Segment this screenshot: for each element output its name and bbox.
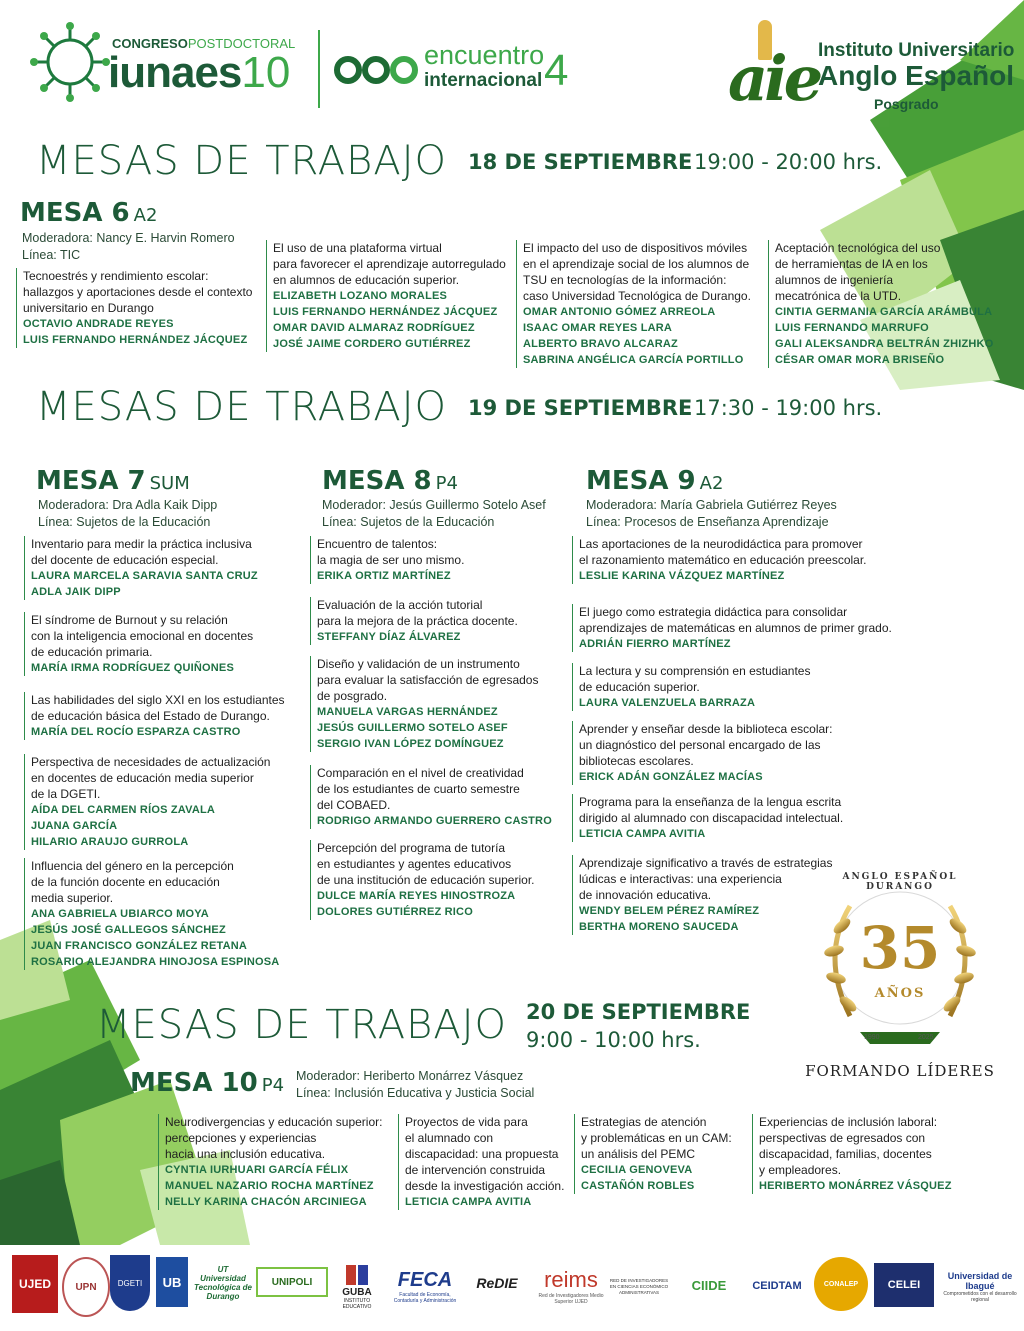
paper-author: LESLIE KARINA VÁZQUEZ MARTÍNEZ [579,570,785,582]
institute-name-line2: Anglo Español [818,60,1014,91]
mesa-8-item-3 [310,656,567,752]
logo-ciide: CIIDE [691,1277,727,1293]
day1-time: 19:00 - 20:00 hrs. [694,150,883,174]
day3-title: MESAS DE TRABAJO [96,1002,507,1048]
mesa-10-item-4 [752,1114,979,1194]
book-icon [344,1263,370,1287]
paper-author: OMAR ANTONIO GÓMEZ ARREOLA [523,306,716,318]
mesa-6-item-3 [516,240,763,368]
mesa-9-room: A2 [699,473,724,494]
mesa-9-label: MESA 9 [586,466,696,496]
paper-title: Comparación en el nivel de creatividad de los estudiantes de cuarto semestre del COBAED. [317,766,524,812]
day1-title: MESAS DE TRABAJO [36,138,447,184]
paper-author: LETICIA CAMPA AVITIA [405,1196,532,1208]
paper-title: El uso de una plataforma virtual para favorecer el aprendizaje autorregulado en alumnos de educación superior. [273,241,506,287]
paper-author: WENDY BELEM PÉREZ RAMÍREZ [579,905,760,917]
paper-author: DOLORES GUTIÉRREZ RICO [317,906,473,918]
logo-upn: UPN [62,1257,110,1317]
logo-ub: UB [156,1257,188,1307]
paper-author: BERTHA MORENO SAUCEDA [579,921,739,933]
paper-author: MANUEL NAZARIO ROCHA MARTÍNEZ [165,1180,374,1192]
paper-author: HILARIO ARAUJO GURROLA [31,836,189,848]
paper-author: JOSÉ JAIME CORDERO GUTIÉRREZ [273,338,471,350]
paper-title: Tecnoestrés y rendimiento escolar: hallazgos y aportaciones desde el contexto universitario en Durango [23,269,253,315]
paper-author: CECILIA GENOVEVA [581,1164,693,1176]
footer-logos [0,1245,1024,1331]
paper-author: ADLA JAIK DIPP [31,586,121,598]
logo-ut-durango: UT Universidad Tecnológica de Durango [194,1265,252,1301]
paper-author: JUAN FRANCISCO GONZÁLEZ RETANA [31,940,248,952]
day2-title: MESAS DE TRABAJO [36,384,447,430]
paper-author: DULCE MARÍA REYES HINOSTROZA [317,890,516,902]
paper-title: Aprender y enseñar desde la biblioteca escolar: un diagnóstico del personal encargado de las bibliotecas escolares. [579,722,833,768]
paper-author: LAURA VALENZUELA BARRAZA [579,697,756,709]
logo-redie: ReDIE [476,1275,518,1291]
paper-author: ALBERTO BRAVO ALCARAZ [523,338,678,350]
paper-title: Aceptación tecnológica del uso de herramientas de IA en los alumnos de ingeniería mecatrónica de la UTD. [775,241,941,303]
mesa-9-item-2 [572,604,899,652]
mesa-8-item-2 [310,597,567,645]
institute-name-line3: Posgrado [874,96,939,112]
mesa-7-line: Línea: Sujetos de la Educación [38,515,211,529]
mesa-9-item-1 [572,536,889,584]
paper-title: El síndrome de Burnout y su relación con la inteligencia emocional en docentes de educación primaria. [31,613,254,659]
mesa-6-label: MESA 6 [20,198,130,228]
paper-author: ELIZABETH LOZANO MORALES [273,290,448,302]
mesa-10-label: MESA 10 [130,1068,258,1098]
paper-title: Programa para la enseñanza de la lengua escrita dirigido al alumnado con discapacidad intelectual. [579,795,844,825]
mesa-10-line: Línea: Inclusión Educativa y Justicia Social [296,1086,535,1100]
mesa-7-moderator: Moderadora: Dra Adla Kaik Dipp [38,498,218,512]
mesa-6-line: Línea: TIC [22,248,81,262]
paper-author: CYNTIA IURHUARI GARCÍA FÉLIX [165,1164,349,1176]
paper-title: Proyectos de vida para el alumnado con discapacidad: una propuesta de intervención construida desde la investigación acción. [405,1115,565,1193]
paper-author: JESÚS GUILLERMO SOTELO ASEF [317,722,508,734]
paper-author: CÉSAR OMAR MORA BRISEÑO [775,354,945,366]
mesa-10-item-1 [158,1114,393,1210]
anniversary-years: AÑOS [874,986,926,1001]
mesa-6-item-4 [768,240,1015,368]
paper-author: CINTIA GERMANIA GARCÍA ARÁMBULA [775,306,993,318]
mesa-6-header [20,198,157,228]
internacional-label: internacional [424,70,543,91]
paper-author: ROSARIO ALEJANDRA HINOJOSA ESPINOSA [31,956,280,968]
paper-author: MARÍA IRMA RODRÍGUEZ QUIÑONES [31,662,234,674]
logo-conalep: CONALEP [814,1257,868,1311]
logo-celei: CELEI [874,1263,934,1307]
paper-title: Las aportaciones de la neurodidáctica para promover el razonamiento matemático en educación preescolar. [579,537,867,567]
header-divider [318,30,320,108]
rings-icon [334,52,420,92]
mesa-8-moderator: Moderador: Jesús Guillermo Sotelo Asef [322,498,546,512]
paper-author: ANA GABRIELA UBIARCO MOYA [31,908,209,920]
mesa-9-moderator: Moderadora: María Gabriela Gutiérrez Reyes [586,498,837,512]
paper-author: SABRINA ANGÉLICA GARCÍA PORTILLO [523,354,744,366]
day2-time: 17:30 - 19:00 hrs. [694,396,883,420]
paper-title: Encuentro de talentos: la magia de ser uno mismo. [317,537,465,567]
paper-title: Las habilidades del siglo XXI en los estudiantes de educación básica del Estado de Durango. [31,693,285,723]
congreso-logo [30,22,310,102]
paper-author: ISAAC OMAR REYES LARA [523,322,673,334]
logo-reims: reims Red de Investigadores Medio Superior UJED [538,1267,604,1305]
institute-name-line1: Instituto Universitario [818,40,1015,61]
mesa-8-header [322,466,458,496]
paper-author: JUANA GARCÍA [31,820,118,832]
encuentro-label: encuentro [424,40,545,70]
logo-feca: FECA Facultad de Economía, Contaduría y Administración [393,1268,457,1304]
paper-author: LUIS FERNANDO HERNÁNDEZ JÁCQUEZ [273,306,498,318]
paper-author: MARÍA DEL ROCÍO ESPARZA CASTRO [31,726,241,738]
paper-author: CASTAÑÓN ROBLES [581,1180,695,1192]
logo-guba: GUBA INSTITUTO EDUCATIVO [330,1257,384,1315]
paper-title: La lectura y su comprensión en estudiantes de educación superior. [579,664,811,694]
mesa-10-item-2 [398,1114,573,1210]
paper-title: Diseño y validación de un instrumento para evaluar la satisfacción de egresados de posgrado. [317,657,539,703]
anniversary-motto: FORMANDO LÍDERES [805,1062,995,1080]
logo-unipoli: UNIPOLI [256,1267,328,1297]
paper-author: ADRIÁN FIERRO MARTÍNEZ [579,638,731,650]
iunaes-label: iunaes [108,48,242,97]
mesa-9-line: Línea: Procesos de Enseñanza Aprendizaje [586,515,829,529]
day1-date: 18 DE SEPTIEMBRE [468,150,693,174]
logo-red-investigadores: RED DE INVESTIGADORES EN CIENCIAS ECONÓMICO ADMINISTRATIVAS [609,1278,669,1295]
paper-title: El impacto del uso de dispositivos móviles en el aprendizaje social de los alumnos de TSU en tecnologías de la información: caso Universidad Tecnológica de Durango. [523,241,751,303]
logo-dgeti: DGETI [110,1255,150,1311]
paper-author: LUIS FERNANDO HERNÁNDEZ JÁCQUEZ [23,334,248,346]
mesa-9-item-4 [572,721,889,785]
paper-title: El juego como estrategia didáctica para consolidar aprendizajes de matemáticas en alumnos de primer grado. [579,605,892,635]
network-icon [30,22,110,102]
paper-author: NELLY KARINA CHACÓN ARCINIEGA [165,1196,367,1208]
iunaes-number: 10 [241,48,291,97]
anniversary-year-start: 1990 [864,1034,880,1041]
mesa-8-item-1 [310,536,567,584]
anniversary-arc-text: ANGLO ESPAÑOL DURANGO [842,872,958,892]
paper-title: Influencia del género en la percepción de la función docente en educación media superior. [31,859,234,905]
mesa-8-item-4 [310,765,567,829]
mesa-7-item-1 [24,536,291,600]
mesa-10-header [130,1068,284,1098]
paper-title: Estrategias de atención y problemáticas en un CAM: un análisis del PEMC [581,1115,732,1161]
mesa-9-item-3 [572,663,889,711]
postdoctoral-label: POSTDOCTORAL [187,36,296,51]
mesa-7-item-3 [24,692,291,740]
mesa-7-item-4 [24,754,291,850]
anniversary-emblem [790,866,1010,1086]
mesa-8-line: Línea: Sujetos de la Educación [322,515,495,529]
mesa-8-label: MESA 8 [322,466,432,496]
mesa-6-moderator: Moderadora: Nancy E. Harvin Romero [22,231,235,245]
mesa-7-item-5 [24,858,301,970]
institute-logo [728,14,1018,126]
paper-author: LUIS FERNANDO MARRUFO [775,322,929,334]
paper-title: Experiencias de inclusión laboral: perspectivas de egresados con discapacidad, familias, docentes y empleadores. [759,1115,938,1177]
paper-title: Percepción del programa de tutoría en estudiantes y agentes educativos de una institución de educación superior. [317,841,535,887]
paper-author: ERIKA ORTIZ MARTÍNEZ [317,570,451,582]
encuentro-number: 4 [544,46,569,95]
logo-ibague: Universidad de Ibagué Comprometidos con el desarrollo regional [943,1271,1017,1303]
paper-author: STEFFANY DÍAZ ÁLVAREZ [317,631,461,643]
paper-author: LETICIA CAMPA AVITIA [579,828,706,840]
mesa-7-room: SUM [149,473,190,494]
mesa-7-label: MESA 7 [36,466,146,496]
paper-author: JESÚS JOSÉ GALLEGOS SÁNCHEZ [31,924,226,936]
paper-author: GALI ALEKSANDRA BELTRÁN ZHIZHKO [775,338,994,350]
paper-title: Aprendizaje significativo a través de estrategias lúdicas e interactivas: una experiencia de innovación educativa. [579,856,833,902]
paper-author: HERIBERTO MONÁRREZ VÁSQUEZ [759,1180,952,1192]
day3-time: 9:00 - 10:00 hrs. [526,1028,701,1052]
mesa-6-item-1 [16,268,263,348]
mesa-8-room: P4 [435,473,458,494]
mesa-9-item-5 [572,794,889,842]
paper-title: Neurodivergencias y educación superior: percepciones y experiencias hacia una inclusión educativa. [165,1115,383,1161]
day3-date: 20 DE SEPTIEMBRE [526,1000,751,1024]
congreso-label: CONGRESO [112,36,188,51]
paper-author: OCTAVIO ANDRADE REYES [23,318,174,330]
logo-ujed: UJED [12,1255,58,1313]
anniversary-number: 35 [859,914,941,982]
paper-author: RODRIGO ARMANDO GUERRERO CASTRO [317,815,552,827]
paper-title: Evaluación de la acción tutorial para la mejora de la práctica docente. [317,598,518,628]
institute-monogram: aie [728,42,820,115]
paper-author: OMAR DAVID ALMARAZ RODRÍGUEZ [273,322,475,334]
mesa-7-item-2 [24,612,291,676]
paper-author: AÍDA DEL CARMEN RÍOS ZAVALA [31,804,216,816]
mesa-10-item-3 [574,1114,749,1194]
paper-author: SERGIO IVAN LÓPEZ DOMÍNGUEZ [317,738,504,750]
mesa-10-moderator: Moderador: Heriberto Monárrez Vásquez [296,1069,524,1083]
paper-title: Inventario para medir la práctica inclusiva del docente de educación especial. [31,537,252,567]
encuentro-logo [334,40,594,100]
paper-author: LAURA MARCELA SARAVIA SANTA CRUZ [31,570,258,582]
mesa-8-item-5 [310,840,567,920]
paper-author: MANUELA VARGAS HERNÁNDEZ [317,706,498,718]
paper-author: ERICK ADÁN GONZÁLEZ MACÍAS [579,771,763,783]
mesa-6-room: A2 [133,205,158,226]
mesa-7-header [36,466,190,496]
paper-title: Perspectiva de necesidades de actualización en docentes de educación media superior de la DGETI. [31,755,271,801]
logo-ceidtam: CEIDTAM [752,1280,802,1292]
day2-date: 19 DE SEPTIEMBRE [468,396,693,420]
mesa-6-item-2 [266,240,513,352]
anniversary-year-end: 2025 [918,1034,934,1041]
mesa-10-room: P4 [261,1075,285,1096]
mesa-9-header [586,466,723,496]
